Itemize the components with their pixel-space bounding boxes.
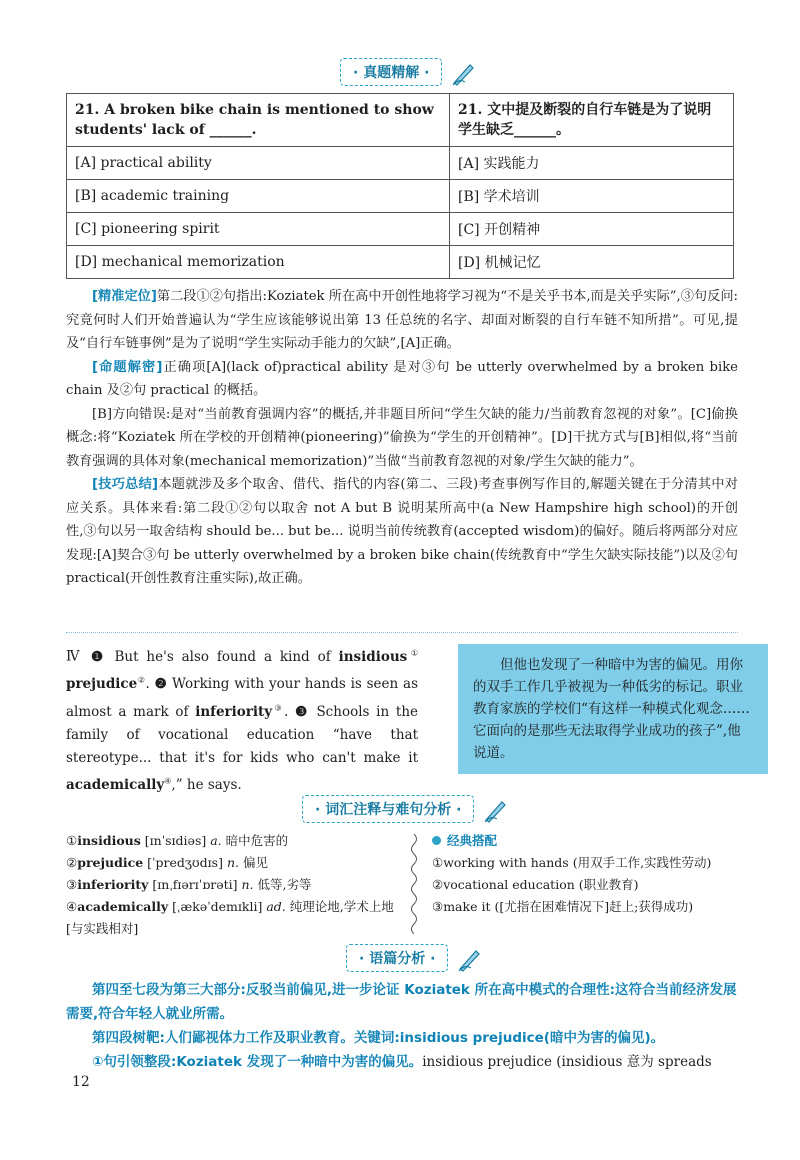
vocab-word: inferiority bbox=[195, 703, 273, 720]
vocab-meaning: 暗中危害的 bbox=[225, 833, 289, 848]
question-table bbox=[66, 93, 734, 279]
locate-paragraph bbox=[66, 285, 738, 356]
vocab-word: inferiority bbox=[77, 877, 149, 892]
vocab-meaning: 低等,劣等 bbox=[257, 877, 312, 892]
table-row bbox=[67, 94, 734, 147]
vocab-list bbox=[66, 830, 400, 940]
vocab-word: prejudice bbox=[77, 855, 144, 870]
cn-stem: 21. 文中提及断裂的自行车链是为了说明学生缺乏______。 bbox=[450, 94, 734, 147]
option-en: [C] pioneering spirit bbox=[67, 213, 450, 246]
table-row bbox=[67, 246, 734, 279]
skill-paragraph bbox=[66, 473, 738, 591]
vocab-num: ② bbox=[66, 855, 78, 870]
vocab-ipa: [ˈpredʒʊdɪs] bbox=[147, 855, 223, 870]
list-item bbox=[66, 874, 400, 896]
pen-icon bbox=[457, 946, 483, 972]
list-item bbox=[66, 896, 400, 940]
vocab-pos: n. bbox=[241, 877, 254, 892]
option-en: [D] mechanical memorization bbox=[67, 246, 450, 279]
locate-label: [精准定位] bbox=[92, 289, 157, 304]
section-header-discourse bbox=[346, 944, 483, 972]
vocab-marker: ② bbox=[137, 675, 146, 685]
option-en: [A] practical ability bbox=[67, 147, 450, 180]
table-row bbox=[67, 147, 734, 180]
list-item: ②vocational education (职业教育) bbox=[432, 877, 639, 892]
table-row bbox=[67, 213, 734, 246]
skill-label: [技巧总结] bbox=[92, 477, 159, 492]
option-en: [B] academic training bbox=[67, 180, 450, 213]
discourse-part3: 第四至七段为第三大部分:反驳当前偏见,进一步论证 Koziatek 所在高中模式的合理性:这符合当前经济发展需要,符合年轻人就业所需。 bbox=[66, 982, 737, 1022]
wrong-options-paragraph: [B]方向错误:是对“当前教育强调内容”的概括,并非题目所问“学生欠缺的能力/当前教育忽视的对象”。[C]偷换概念:将“Koziatek 所在学校的开创精神(pioneering)”偷换为“学生的开创精神”。[D]干扰方式与[B]相似,将“当前教育强调的具体对象(mechanical memorization)”当做“当前教育忽视的对象/学生欠缺的能力”。 bbox=[66, 406, 738, 469]
sentence-end: ,” he says. bbox=[171, 777, 242, 793]
sentence-number: ❶ bbox=[90, 648, 107, 665]
option-cn: [B] 学术培训 bbox=[450, 180, 734, 213]
vocab-meaning: 偏见 bbox=[242, 855, 268, 870]
sentence-number: ❷ bbox=[154, 676, 168, 692]
list-item: ③make it ([尤指在困难情况下]赶上;获得成功) bbox=[432, 899, 694, 914]
vocab-pos: ad. bbox=[266, 899, 286, 914]
sentence-text: Working with your hands is seen as almost a mark of bbox=[66, 676, 419, 720]
vocab-num: ④ bbox=[66, 899, 78, 914]
discourse-s1 bbox=[66, 1050, 738, 1074]
pen-icon bbox=[451, 60, 477, 86]
vocab-pos: n. bbox=[226, 855, 239, 870]
vocab-ipa: [ɪnˌfɪərɪˈɒrəti] bbox=[152, 877, 238, 892]
passage-english bbox=[66, 641, 418, 797]
sentence-number: ❸ bbox=[295, 703, 310, 720]
list-item: ①working with hands (用双手工作,实践性劳动) bbox=[432, 855, 712, 870]
collocations-title: 经典搭配 bbox=[447, 833, 498, 848]
sentence-end: . bbox=[145, 676, 150, 692]
vocab-ipa: [ɪnˈsɪdiəs] bbox=[144, 833, 207, 848]
collocations-header bbox=[432, 830, 742, 852]
section-header-vocab bbox=[302, 795, 509, 823]
decode-label: [命题解密] bbox=[92, 359, 163, 375]
vocab-word: insidious bbox=[77, 833, 141, 848]
vocab-marker: ④ bbox=[164, 776, 172, 786]
option-cn: [A] 实践能力 bbox=[450, 147, 734, 180]
option-cn: [D] 机械记忆 bbox=[450, 246, 734, 279]
vocab-marker: ③ bbox=[272, 703, 285, 712]
sentence-text: Schools in the family of vocational education “have that stereotype... that it's for kids who can't make it bbox=[66, 703, 419, 766]
collocations bbox=[432, 830, 742, 918]
translation-text: 但他也发现了一种暗中为害的偏见。用你的双手工作几乎被视为一种低劣的标记。职业教育家族的学校们“有这样一种模式化观念……它面向的是那些无法取得学业成功的孩子”,他说道。 bbox=[473, 657, 750, 761]
paragraph-number: Ⅳ bbox=[66, 648, 84, 665]
sentence-end: . bbox=[284, 703, 289, 720]
vocab-ipa: [ˌækəˈdemɪkli] bbox=[172, 899, 263, 914]
discourse-para4: 第四段树靶:人们鄙视体力工作及职业教育。关键词:insidious prejudice(暗中为害的偏见)。 bbox=[92, 1030, 665, 1046]
discourse-s1-head: ①句引领整段:Koziatek 发现了一种暗中为害的偏见。 bbox=[92, 1054, 423, 1070]
list-item bbox=[66, 852, 400, 874]
option-cn: [C] 开创精神 bbox=[450, 213, 734, 246]
vocab-marker: ① bbox=[407, 648, 419, 657]
vocab-meaning: 纯理论地,学术上地[与实践相对] bbox=[66, 899, 394, 936]
pen-icon bbox=[483, 797, 509, 823]
vocab-word: academically bbox=[66, 777, 165, 793]
vocab-word: academically bbox=[77, 899, 169, 914]
vocab-word: insidious bbox=[338, 648, 408, 665]
divider bbox=[66, 632, 738, 633]
en-stem: 21. A broken bike chain is mentioned to show students' lack of ______. bbox=[67, 94, 450, 147]
page-number: 12 bbox=[72, 1074, 90, 1090]
decode-paragraph bbox=[66, 356, 738, 403]
vocab-pos: a. bbox=[210, 833, 222, 848]
vocab-num: ③ bbox=[66, 877, 78, 892]
translation-box bbox=[458, 644, 768, 774]
discourse-s1-tail: insidious prejudice (insidious 意为 spreads bbox=[422, 1054, 712, 1070]
vocab-word: prejudice bbox=[66, 676, 138, 692]
section-header-exam bbox=[340, 58, 477, 86]
decode-text: 正确项[A](lack of)practical ability 是对③句 be utterly overwhelmed by a broken bike chain 及②句 practical 的概括。 bbox=[66, 359, 738, 398]
sentence-text: But he's also found a kind of bbox=[106, 648, 339, 665]
locate-text: 第二段①②句指出:Koziatek 所在高中开创性地将学习视为“不是关乎书本,而是关乎实际”,③句反问:究竟何时人们开始普遍认为“学生应该能够说出第 13 任总统的名字、却面对断裂的自行车链不知所措”。可见,提及“自行车链事例”是为了说明“学生实际动手能力的欠缺”,[A]正确。 bbox=[66, 289, 738, 351]
discourse-block bbox=[66, 978, 738, 1074]
bullet-icon bbox=[432, 836, 441, 845]
section-title: · 词汇注释与难句分析 · bbox=[302, 795, 474, 823]
section-title: · 真题精解 · bbox=[340, 58, 442, 86]
squiggle-divider bbox=[408, 834, 420, 934]
section-title: · 语篇分析 · bbox=[346, 944, 448, 972]
skill-text: 本题就涉及多个取舍、借代、指代的内容(第二、三段)考查事例写作目的,解题关键在于分清其中对应关系。具体来看:第二段①②句以取舍 not A but B 说明某所高中(a New Hampshire high school)的开创性,③句以另一取舍结构 should be... but be... 说明当前传统教育(accepted wisdom)的偏好。随后将两部分对应发现:[A]契合③句 be utterly overwhelmed by a broken bike chain(传统教育中“学生欠缺实际技能”)以及②句 practical(开创性教育注重实际),故正确。 bbox=[66, 477, 738, 586]
analysis-block bbox=[66, 285, 738, 591]
table-row bbox=[67, 180, 734, 213]
vocab-num: ① bbox=[66, 833, 78, 848]
list-item bbox=[66, 830, 400, 852]
